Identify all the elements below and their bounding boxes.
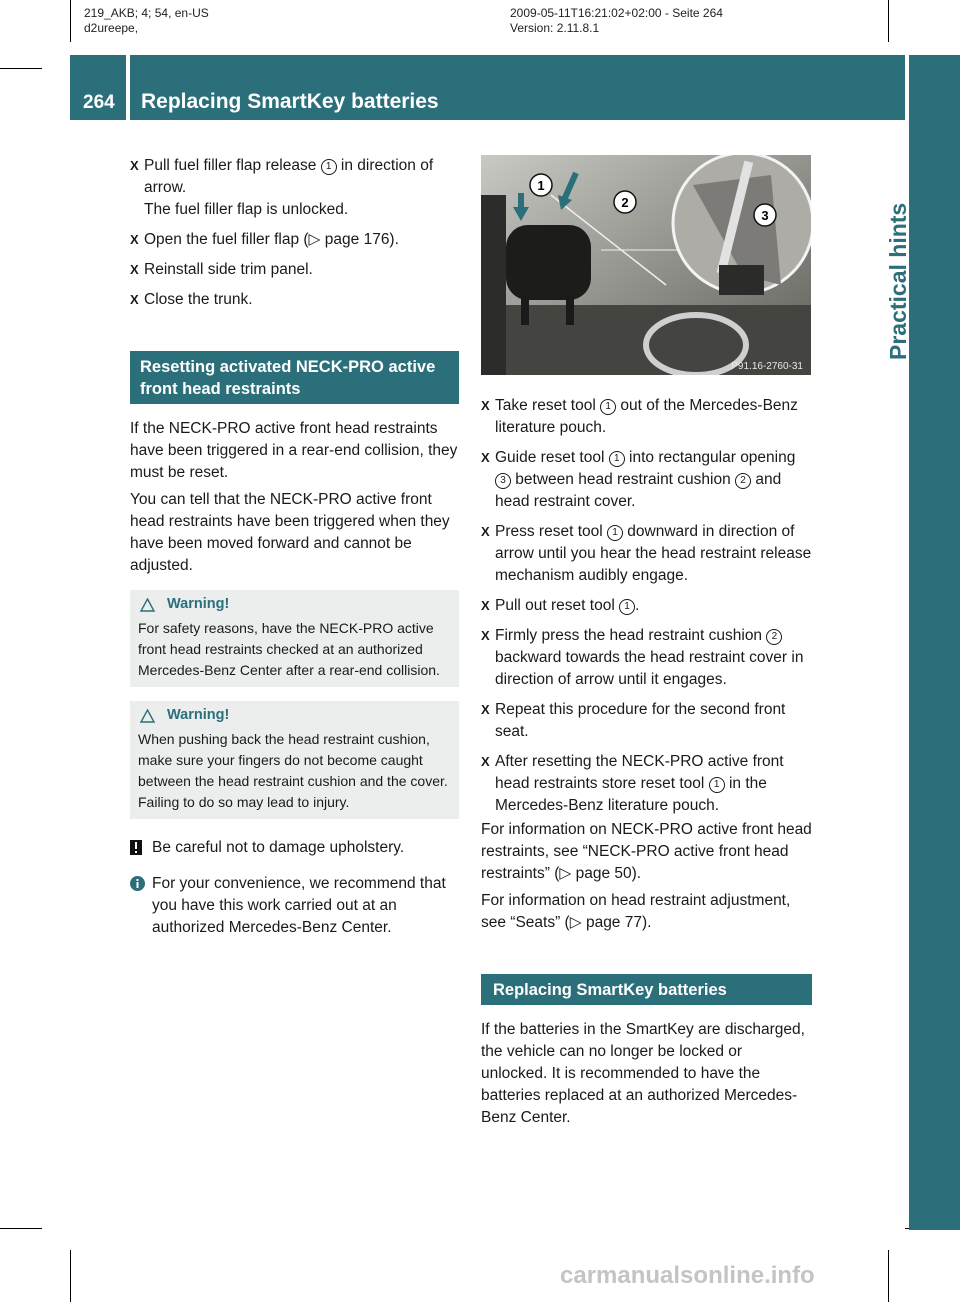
step: X Repeat this procedure for the second front seat. xyxy=(481,701,786,740)
crop-mark xyxy=(70,0,71,42)
watermark: carmanualsonline.info xyxy=(560,1262,815,1289)
side-tab-label: Practical hints xyxy=(885,202,911,360)
head-restraint-photo xyxy=(481,155,811,375)
caution-icon xyxy=(130,840,142,862)
step: X Firmly press the head restraint cushion 2 backward towards the head restraint cover in direction of arrow until it engages. xyxy=(481,627,804,688)
caution-note: Be careful not to damage upholstery. xyxy=(130,837,459,859)
step: X Press reset tool 1 downward in direction of arrow until you hear the head restraint release mechanism audibly engage. xyxy=(481,523,812,584)
callout-3: 3 xyxy=(761,208,769,223)
step: X Reinstall side trim panel. xyxy=(130,261,313,278)
step: X Pull out reset tool 1 . xyxy=(481,597,640,614)
image-code: P91.16-2760-31 xyxy=(731,361,803,372)
warning-box: Warning! For safety reasons, have the NECK-PRO active front head restraints checked at an authorized Mercedes-Benz Center after a rear-end collision. xyxy=(130,590,459,687)
step: X Open the fuel filler flap (▷ page 176). xyxy=(130,231,399,248)
paragraph: If the NECK-PRO active front head restraints have been triggered in a rear-end collision, they must be reset. xyxy=(130,420,458,481)
side-tab xyxy=(909,55,960,1230)
callout-1: 1 xyxy=(537,178,545,193)
step: X After resetting the NECK-PRO active front head restraints store reset tool 1 in the Mercedes-Benz literature pouch. xyxy=(481,753,784,814)
crop-mark xyxy=(888,1250,889,1302)
page-title: Replacing SmartKey batteries xyxy=(141,90,439,113)
info-note: For your convenience, we recommend that you have this work carried out at an authorized Mercedes-Benz Center. xyxy=(130,873,459,939)
warning-box: Warning! When pushing back the head restraint cushion, make sure your fingers do not become caught between the head restraint cushion and the cover. Failing to do so may lead to injury. xyxy=(130,701,459,819)
step: X Take reset tool 1 out of the Mercedes-Benz literature pouch. xyxy=(481,397,798,436)
warning-text: When pushing back the head restraint cushion, make sure your fingers do not become caught between the head restraint cushion and the cover. Failing to do so may lead to injury. xyxy=(138,731,448,810)
crop-mark xyxy=(0,1228,42,1229)
callout-1-icon: 1 xyxy=(709,777,725,793)
callout-2-icon: 2 xyxy=(766,629,782,645)
right-column xyxy=(481,395,812,1134)
warning-triangle-icon xyxy=(140,709,155,723)
info-icon xyxy=(130,876,145,898)
crop-mark xyxy=(0,68,42,69)
step-result: The fuel filler flap is unlocked. xyxy=(144,201,349,218)
paragraph: For information on head restraint adjustment, see “Seats” (▷ page 77). xyxy=(481,892,791,931)
paragraph: If the batteries in the SmartKey are discharged, the vehicle can no longer be locked or unlocked. It is recommended to have the batteries replaced at an authorized Mercedes-Benz Center. xyxy=(481,1021,805,1126)
callout-1-icon: 1 xyxy=(607,525,623,541)
callout-1-icon: 1 xyxy=(609,451,625,467)
step: X Guide reset tool 1 into rectangular opening 3 between head restraint cushion 2 and head restraint cover. xyxy=(481,449,796,510)
warning-text: For safety reasons, have the NECK-PRO active front head restraints checked at an authorized Mercedes-Benz Center after a rear-end collision. xyxy=(138,620,440,678)
left-column xyxy=(130,155,459,953)
crop-mark xyxy=(70,1250,71,1302)
section-heading: Resetting activated NECK-PRO active front head restraints xyxy=(130,351,459,404)
paragraph: You can tell that the NECK-PRO active front head restraints have been triggered when they have been moved forward and cannot be adjusted. xyxy=(130,491,450,574)
print-meta-left: 219_AKB; 4; 54, en-US d2ureepe, xyxy=(84,6,209,35)
callout-1-icon: 1 xyxy=(600,399,616,415)
callout-3-icon: 3 xyxy=(495,473,511,489)
callout-2: 2 xyxy=(621,195,629,210)
print-meta-right: 2009-05-11T16:21:02+02:00 - Seite 264 Version: 2.11.8.1 xyxy=(510,6,723,35)
callout-1-icon: 1 xyxy=(321,159,337,175)
warning-triangle-icon xyxy=(140,598,155,612)
section-heading: Replacing SmartKey batteries xyxy=(481,974,812,1005)
illustration-head-restraint xyxy=(481,155,811,375)
page-number: 264 xyxy=(83,92,115,113)
crop-mark xyxy=(888,0,889,42)
callout-1-icon: 1 xyxy=(619,599,635,615)
callout-2-icon: 2 xyxy=(735,473,751,489)
paragraph: For information on NECK-PRO active front head restraints, see “NECK-PRO active front head restraints” (▷ page 50). xyxy=(481,821,812,882)
step: X Pull fuel filler flap release 1 in direction of arrow. The fuel filler flap is unlocked. xyxy=(130,157,434,218)
step: X Close the trunk. xyxy=(130,291,253,308)
